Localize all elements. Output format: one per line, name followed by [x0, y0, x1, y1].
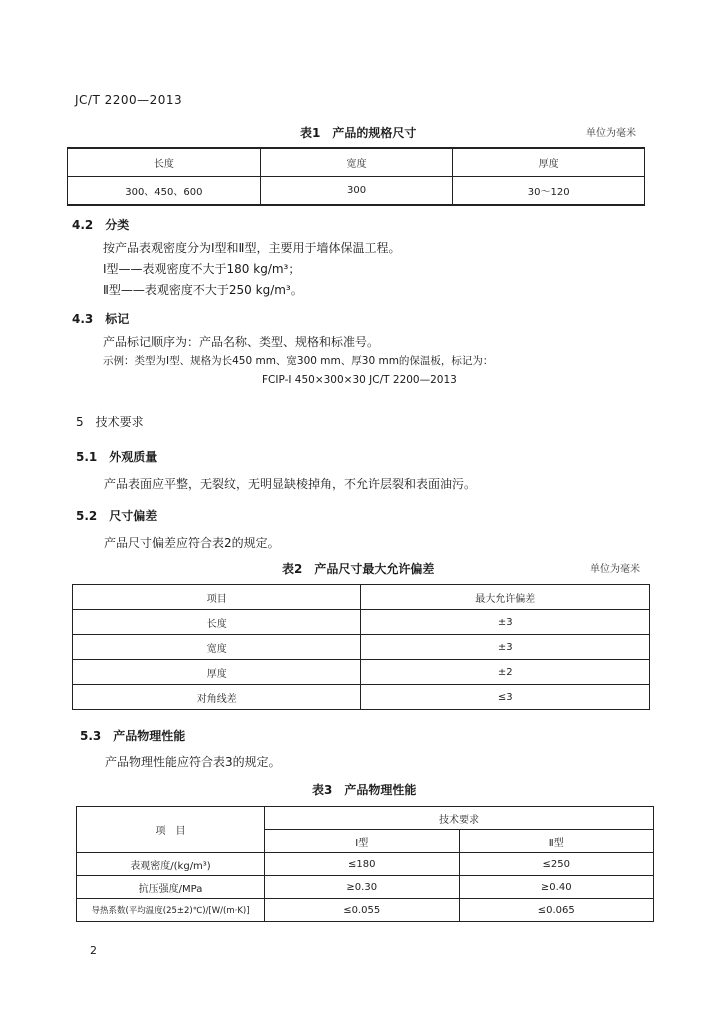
table-header-row: [77, 807, 654, 830]
table-header-cell: 项 目: [77, 807, 265, 853]
table-cell: ≤250: [459, 853, 654, 876]
table-row: [77, 899, 654, 922]
section-5-2-para-1: 产品尺寸偏差应符合表2的规定。: [104, 536, 280, 550]
table-cell: 导热系数(平均温度(25±2)℃)/[W/(m·K)]: [77, 899, 265, 922]
table1: [67, 147, 645, 206]
table2-caption: 表2 产品尺寸最大允许偏差: [282, 562, 435, 576]
table-cell: ≤180: [265, 853, 459, 876]
section-5-3-para-1: 产品物理性能应符合表3的规定。: [105, 755, 281, 769]
table2-unit: 单位为毫米: [590, 564, 640, 575]
table-row: [73, 660, 650, 685]
table-cell: ±2: [361, 660, 650, 685]
table-header-cell: 最大允许偏差: [361, 585, 650, 610]
section-4-3-para-1: 产品标记顺序为：产品名称、类型、规格和标准号。: [103, 335, 380, 349]
section-5-3-heading: 5.3 产品物理性能: [80, 729, 186, 743]
table3-caption: 表3 产品物理性能: [312, 783, 417, 797]
table-row: [73, 685, 650, 710]
table-row: [77, 853, 654, 876]
table-header-cell: Ⅰ型: [265, 830, 459, 853]
section-5-2-heading: 5.2 尺寸偏差: [76, 509, 158, 523]
table-cell: 抗压强度/MPa: [77, 876, 265, 899]
section-4-3-heading: 4.3 标记: [72, 312, 130, 326]
table1-caption: 表1 产品的规格尺寸: [300, 126, 417, 140]
section-5-heading: 5 技术要求: [76, 415, 144, 429]
section-4-2-para-1: 按产品表观密度分为Ⅰ型和Ⅱ型，主要用于墙体保温工程。: [103, 241, 401, 255]
table-header-cell: 厚度: [453, 148, 645, 177]
table-cell: ±3: [361, 610, 650, 635]
table-cell: ≤0.065: [459, 899, 654, 922]
table-cell: ≥0.30: [265, 876, 459, 899]
table-header-cell: Ⅱ型: [459, 830, 654, 853]
section-4-3-example-mark: FCIP-Ⅰ 450×300×30 JC/T 2200—2013: [262, 374, 457, 386]
table-cell: 对角线差: [73, 685, 361, 710]
table-cell: 300: [260, 177, 453, 206]
table-cell: 厚度: [73, 660, 361, 685]
table-header-cell: 长度: [68, 148, 261, 177]
table-cell: ±3: [361, 635, 650, 660]
table-row: [68, 177, 645, 206]
table1-unit: 单位为毫米: [586, 128, 636, 139]
section-4-2-para-3: Ⅱ型——表观密度不大于250 kg/m³。: [103, 283, 303, 297]
standard-number: JC/T 2200—2013: [75, 93, 183, 107]
section-4-2-heading: 4.2 分类: [72, 218, 130, 232]
table-header-row: [73, 585, 650, 610]
section-4-2-para-2: Ⅰ型——表观密度不大于180 kg/m³；: [103, 262, 301, 276]
section-5-1-para-1: 产品表面应平整，无裂纹，无明显缺棱掉角，不允许层裂和表面油污。: [104, 477, 477, 491]
table-header-cell: 技术要求: [265, 807, 654, 830]
table-row: [73, 635, 650, 660]
table3: [76, 806, 654, 922]
table-row: [77, 876, 654, 899]
table-cell: 300、450、600: [68, 177, 261, 206]
section-4-3-para-2: 示例：类型为Ⅰ型、规格为长450 mm、宽300 mm、厚30 mm的保温板，标记为：: [103, 355, 494, 367]
table2: [72, 584, 650, 710]
page-number: 2: [90, 944, 97, 957]
table-cell: ≤0.055: [265, 899, 459, 922]
table-cell: 30～120: [453, 177, 645, 206]
table-header-cell: 项目: [73, 585, 361, 610]
table-header-cell: 宽度: [260, 148, 453, 177]
table-cell: 表观密度/(kg/m³): [77, 853, 265, 876]
table-row: [73, 610, 650, 635]
table-cell: ≥0.40: [459, 876, 654, 899]
table-cell: 宽度: [73, 635, 361, 660]
table-cell: ≤3: [361, 685, 650, 710]
table-cell: 长度: [73, 610, 361, 635]
section-5-1-heading: 5.1 外观质量: [76, 450, 158, 464]
table-header-row: [68, 148, 645, 177]
